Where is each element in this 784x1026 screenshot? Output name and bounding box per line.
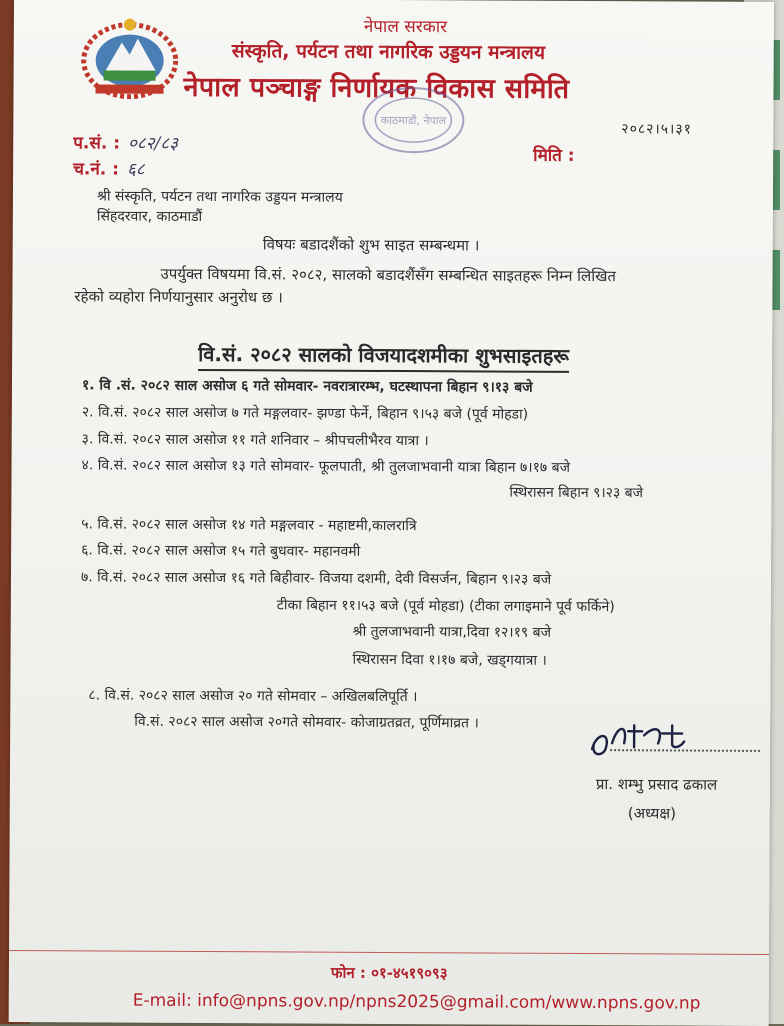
footer-divider xyxy=(9,950,769,955)
office-stamp xyxy=(358,84,468,157)
letter-page xyxy=(9,0,774,1026)
intro-line-1: उपर्युक्त विषयमा वि.सं. २०८२, सालको बडादशैंसँग सम्बन्धित साइतहरू निम्न लिखित xyxy=(160,264,617,286)
chn-value: ६८ xyxy=(126,159,145,180)
subject-line: विषयः बडादशैंको शुभ साइत सम्बन्धमा । xyxy=(262,235,480,255)
date-stamp: २०८२।५।३१ xyxy=(621,121,692,138)
signature-line xyxy=(610,747,760,752)
list-item-6: ६. वि.सं. २०८२ साल असोज १५ गते बुधवार- महानवमी xyxy=(81,542,361,560)
footer-email[interactable]: E-mail: info@npns.gov.np/npns2025@gmail.com/www.npns.gov.np xyxy=(132,990,701,1014)
list-item-4: ४. वि.सं. २०८२ साल असोज १३ गते सोमवार- फूलपाती, श्री तुलजाभवानी यात्रा बिहान ७।१७ बजे xyxy=(81,457,571,476)
stamp-text: काठमाडौं, नेपाल xyxy=(380,113,447,128)
govt-heading: नेपाल सरकार xyxy=(363,16,448,38)
nepal-emblem-icon xyxy=(75,16,183,103)
reference-number xyxy=(73,130,178,154)
list-item-8-cont: वि.सं. २०८२ साल असोज २०गते सोमवार- कोजाग्रतव्रत, पूर्णिमाव्रत । xyxy=(134,713,479,732)
chn-label: च.नं. : xyxy=(73,159,120,180)
list-item-7-cont-2: श्री तुलजाभवानी यात्रा,दिवा १२।१९ बजे xyxy=(352,623,552,641)
list-item-3: ३. वि.सं. २०८२ साल असोज ११ गते शनिवार – श्रीपचलीभैरव यात्रा । xyxy=(81,431,429,450)
list-item-7-cont-3: स्थिरासन दिवा १।१७ बजे, खड्गयात्रा । xyxy=(352,651,547,669)
footer-phone: फोन : ०१-४५१९०९३ xyxy=(330,963,448,983)
recipient-line-1: श्री संस्कृति, पर्यटन तथा नागरिक उड्डयन मन्त्रालय xyxy=(96,188,343,206)
list-item-8: ८. वि.सं. २०८२ साल असोज २० गते सोमवार – अखिलबलिपूर्ति । xyxy=(88,687,418,706)
list-item-7: ७. वि.सं. २०८२ साल असोज १६ गते बिहीवार- विजया दशमी, देवी विसर्जन, बिहान ९।२३ बजे xyxy=(80,569,552,588)
list-item-4-cont: स्थिरासन बिहान ९।२३ बजे xyxy=(509,484,644,502)
list-item-2: २. वि.सं. २०८२ साल असोज ७ गते मङ्गलवार- झण्डा फेर्ने, बिहान ९।५३ बजे (पूर्व मोहडा) xyxy=(81,404,529,423)
handwritten-signature xyxy=(584,713,694,762)
ministry-heading: संस्कृति, पर्यटन तथा नागरिक उड्डयन मन्त्रालय xyxy=(231,40,546,64)
org-heading: नेपाल पञ्चाङ्ग निर्णायक विकास समिति xyxy=(183,71,570,105)
list-item-5: ५. वि.सं. २०८२ साल असोज १४ गते मङ्गलवार - महाष्टमी,कालरात्रि xyxy=(81,516,417,535)
miti-label: मिति : xyxy=(533,145,575,166)
ps-label: प.सं. : xyxy=(73,133,121,154)
ps-value: ०८२/८३ xyxy=(127,133,179,154)
dispatch-number xyxy=(73,156,145,179)
signatory-title: (अध्यक्ष) xyxy=(627,804,677,823)
document-title: वि.सं. २०८२ सालको विजयादशमीका शुभसाइतहरू xyxy=(198,340,569,373)
signatory-name: प्रा. शम्भु प्रसाद ढकाल xyxy=(595,775,718,794)
list-item-7-cont-1: टीका बिहान ११।५३ बजे (पूर्व मोहडा) (टीका लगाइमाने पूर्व फर्किने) xyxy=(276,597,615,616)
intro-line-2: रहेको व्यहोरा निर्णयानुसार अनुरोध छ । xyxy=(74,287,283,307)
recipient-line-2: सिंहदरवार, काठमाडौं xyxy=(96,208,203,225)
list-item-1: १. वि .सं. २०८२ साल असोज ६ गते सोमवार- नवरात्रारम्भ, घटस्थापना बिहान ९।१३ बजे xyxy=(81,377,533,396)
